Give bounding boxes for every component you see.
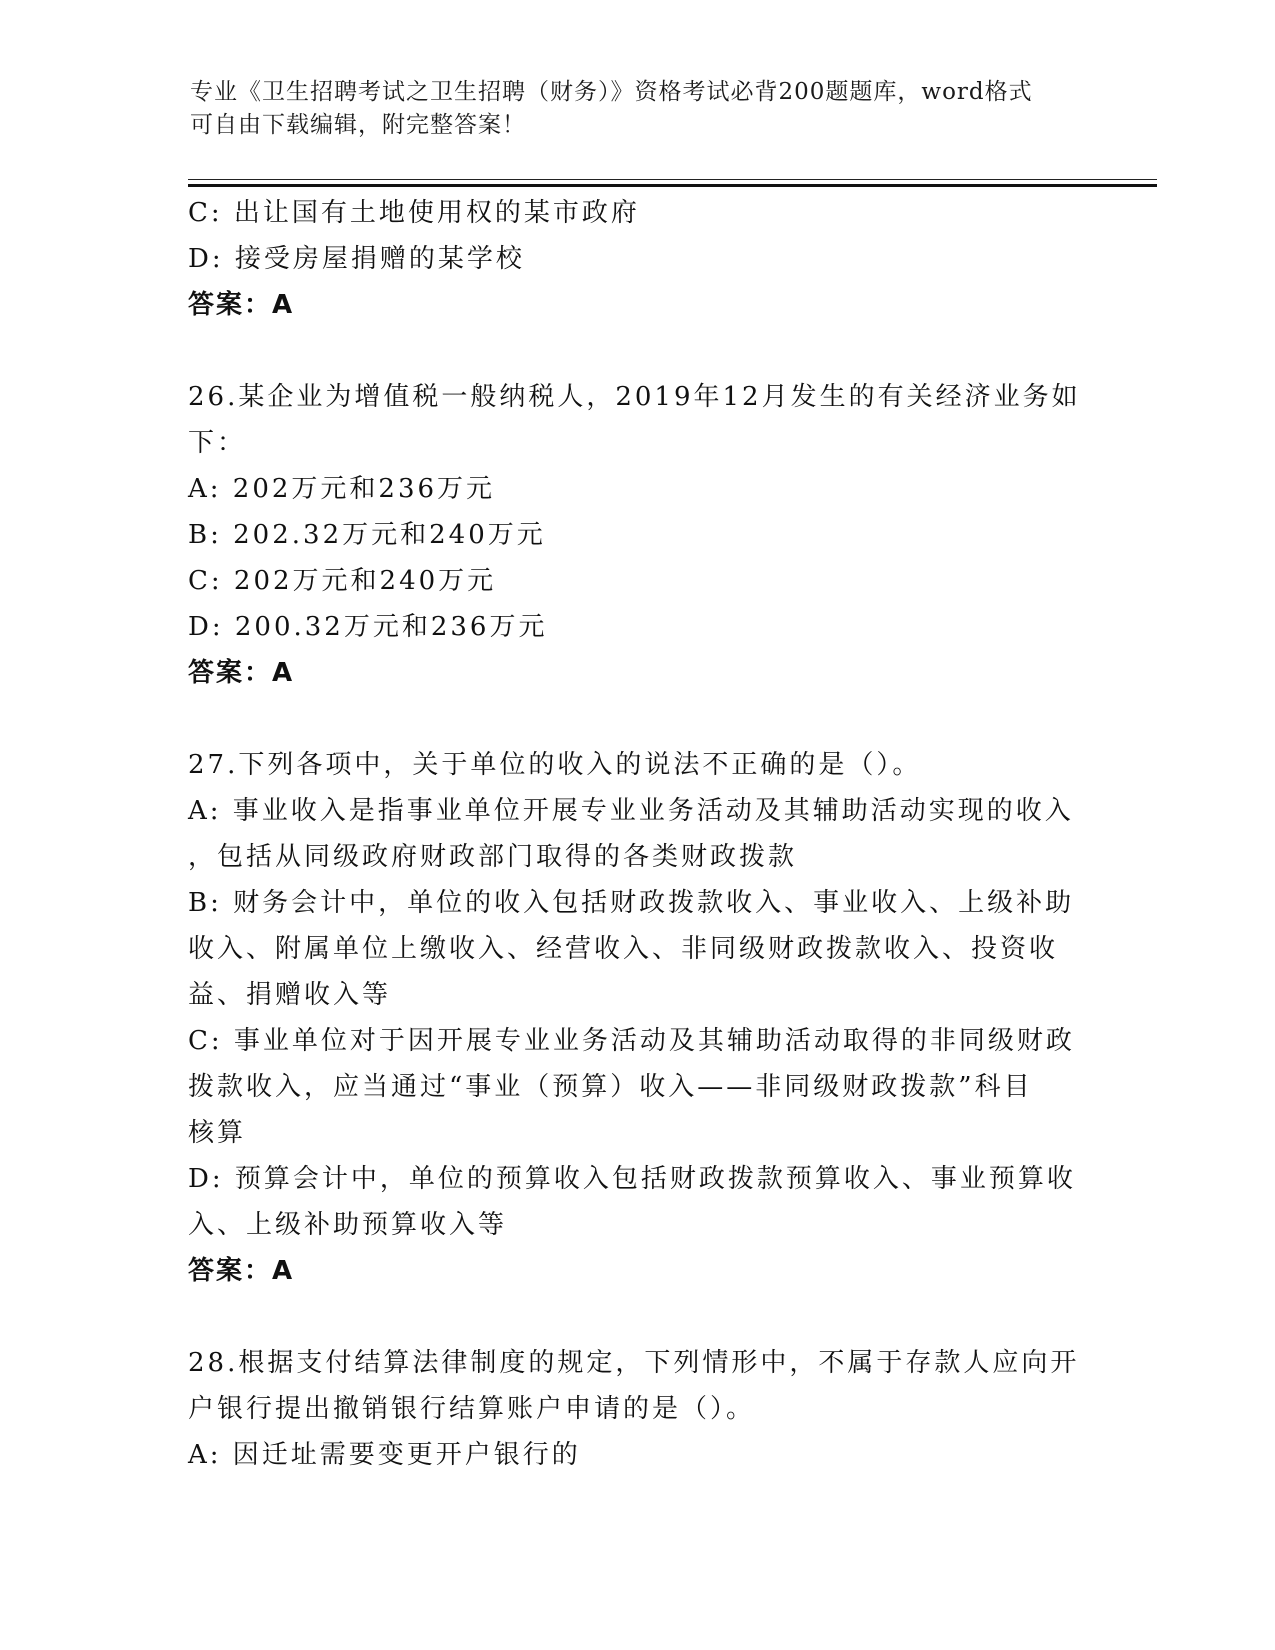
question-27	[188, 742, 1088, 1294]
option-b: B: 财务会计中，单位的收入包括财政拨款收入、事业收入、上级补助	[188, 888, 1075, 918]
header-title-line1: 专业《卫生招聘考试之卫生招聘（财务）》资格考试必背200题题库，word格式	[190, 79, 1033, 105]
question-26	[188, 374, 1088, 696]
question-stem: 28.根据支付结算法律制度的规定，下列情形中，不属于存款人应向开	[188, 1348, 1080, 1378]
option-a: A: 202万元和236万元	[188, 474, 496, 504]
option-d-cont: 入、上级补助预算收入等	[188, 1210, 508, 1240]
question-28	[188, 1340, 1088, 1478]
page-header	[190, 76, 1070, 142]
option-d: D: 接受房屋捐赠的某学校	[188, 244, 525, 274]
header-title-line2: 可自由下载编辑，附完整答案！	[190, 112, 526, 138]
answer: 答案：A	[188, 1256, 295, 1286]
option-b-cont: 益、捐赠收入等	[188, 980, 392, 1010]
option-b-cont: 收入、附属单位上缴收入、经营收入、非同级财政拨款收入、投资收	[188, 934, 1059, 964]
option-c-cont: 拨款收入，应当通过“事业（预算）收入——非同级财政拨款”科目	[188, 1072, 1033, 1102]
question-stem: 26.某企业为增值税一般纳税人，2019年12月发生的有关经济业务如	[188, 382, 1081, 412]
spacer	[188, 1294, 1088, 1340]
option-c: C: 出让国有土地使用权的某市政府	[188, 198, 640, 228]
option-d: D: 200.32万元和236万元	[188, 612, 548, 642]
answer: 答案：A	[188, 290, 295, 320]
question-stem: 27.下列各项中，关于单位的收入的说法不正确的是（）。	[188, 750, 922, 780]
header-divider-thin	[188, 179, 1157, 180]
option-d: D: 预算会计中，单位的预算收入包括财政拨款预算收入、事业预算收	[188, 1164, 1076, 1194]
spacer	[188, 696, 1088, 742]
option-b: B: 202.32万元和240万元	[188, 520, 546, 550]
answer: 答案：A	[188, 658, 295, 688]
question-25-tail	[188, 190, 1088, 328]
spacer	[188, 328, 1088, 374]
question-stem-cont: 下：	[188, 428, 247, 458]
option-c: C: 事业单位对于因开展专业业务活动及其辅助活动取得的非同级财政	[188, 1026, 1075, 1056]
option-a-cont: ，包括从同级政府财政部门取得的各类财政拨款	[188, 842, 798, 872]
option-a: A: 事业收入是指事业单位开展专业业务活动及其辅助活动实现的收入	[188, 796, 1074, 826]
option-a: A: 因迁址需要变更开户银行的	[188, 1440, 581, 1470]
option-c-cont: 核算	[188, 1118, 247, 1148]
question-stem-cont: 户银行提出撤销银行结算账户申请的是（）。	[188, 1394, 756, 1424]
document-body	[188, 190, 1088, 1478]
option-c: C: 202万元和240万元	[188, 566, 497, 596]
header-divider-thick	[188, 184, 1157, 187]
